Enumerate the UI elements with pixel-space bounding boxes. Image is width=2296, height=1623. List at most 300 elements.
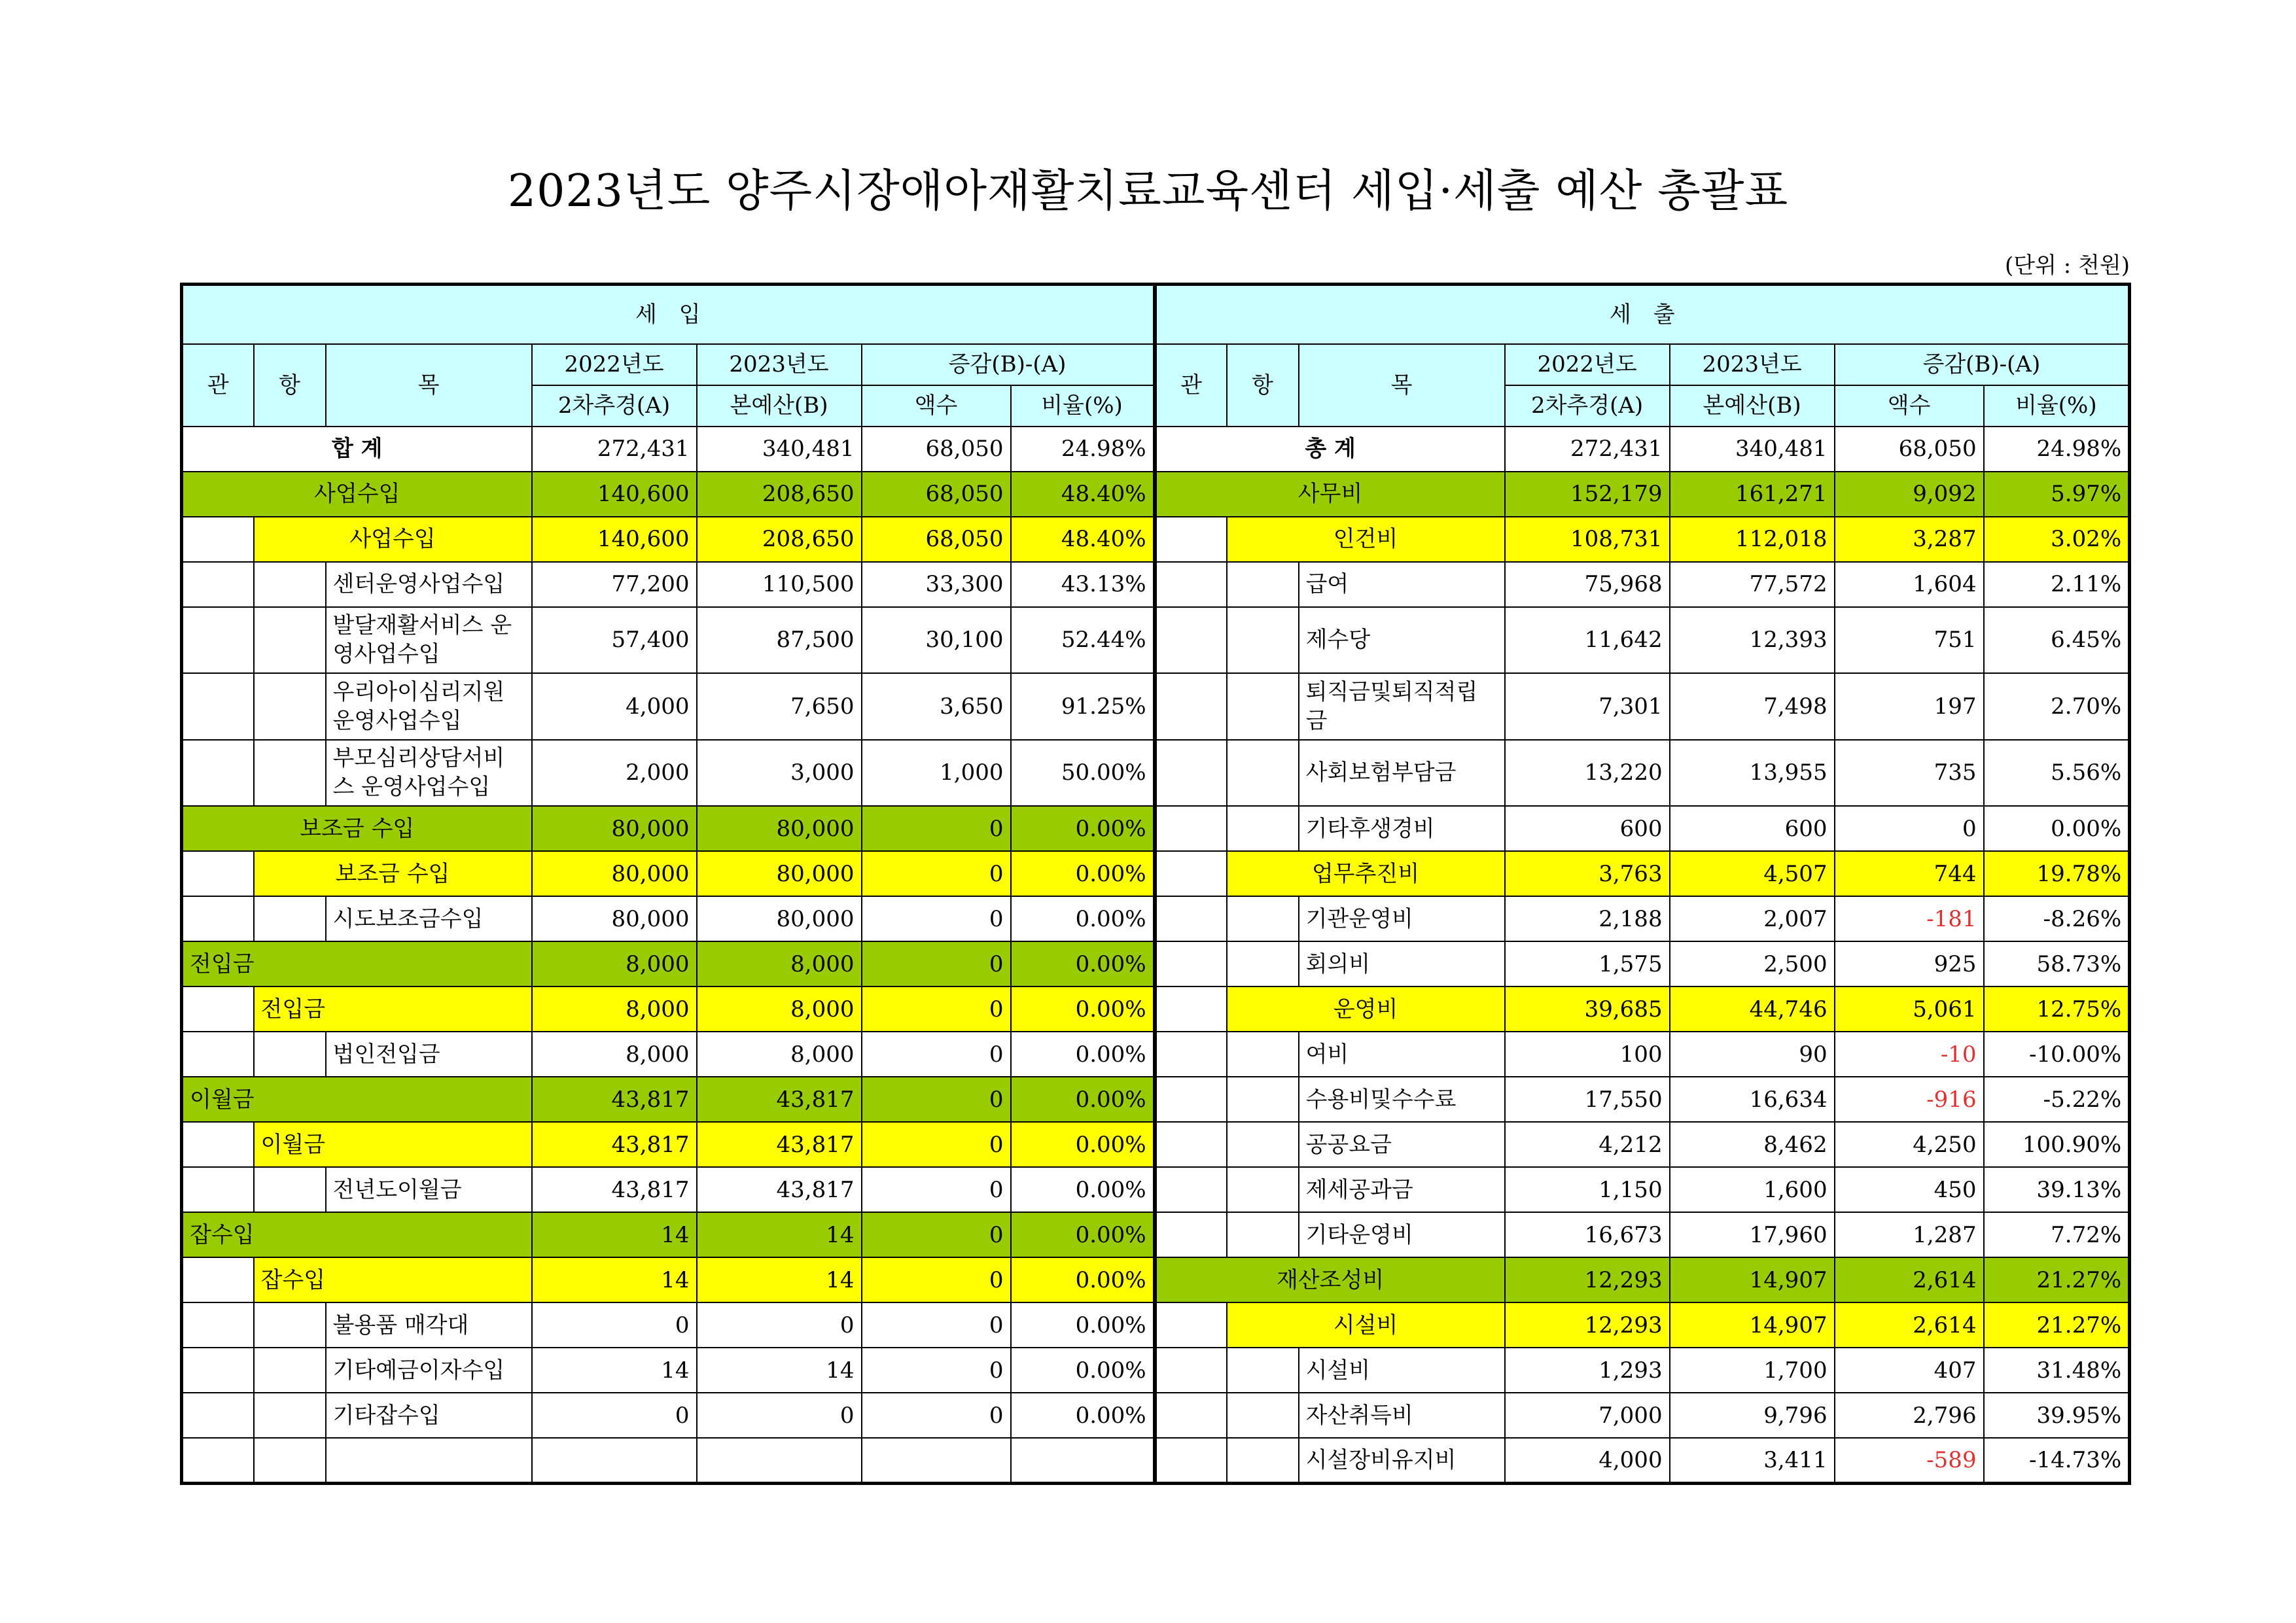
expense-total-b: 340,481 <box>1670 427 1835 472</box>
revenue-value-ratio: 48.40% <box>1011 472 1155 517</box>
revenue-indent-cell <box>254 896 326 941</box>
expense-value-2022: 4,000 <box>1505 1438 1670 1483</box>
revenue-value-diff: 0 <box>862 1302 1011 1348</box>
expense-2022-header: 2022년도 <box>1505 344 1670 385</box>
revenue-value-2022: 8,000 <box>532 986 697 1032</box>
revenue-value-ratio: 0.00% <box>1011 1212 1155 1257</box>
expense-value-diff: 2,796 <box>1835 1393 1984 1438</box>
expense-value-ratio: -14.73% <box>1984 1438 2130 1483</box>
expense-mok-label: 공공요금 <box>1299 1122 1505 1167</box>
expense-mok-label: 급여 <box>1299 562 1505 607</box>
revenue-value-diff: 0 <box>862 1122 1011 1167</box>
expense-value-ratio: 19.78% <box>1984 851 2130 896</box>
budget-row <box>182 1302 2130 1348</box>
expense-mok-label: 퇴직금및퇴직적립금 <box>1299 673 1505 739</box>
expense-value-2022: 2,188 <box>1505 896 1670 941</box>
expense-value-ratio: 58.73% <box>1984 941 2130 986</box>
expense-value-diff: 3,287 <box>1835 517 1984 562</box>
expense-value-ratio: 7.72% <box>1984 1212 2130 1257</box>
expense-value-2022: 1,150 <box>1505 1167 1670 1212</box>
revenue-value-ratio: 50.00% <box>1011 740 1155 806</box>
revenue-value-2022: 14 <box>532 1212 697 1257</box>
budget-row <box>182 941 2130 986</box>
expense-value-ratio: 31.48% <box>1984 1348 2130 1393</box>
revenue-value-2023: 8,000 <box>697 986 862 1032</box>
revenue-value-2023: 14 <box>697 1348 862 1393</box>
revenue-indent-cell <box>182 986 254 1032</box>
expense-value-diff: 735 <box>1835 740 1984 806</box>
expense-2023-header: 2023년도 <box>1670 344 1835 385</box>
revenue-value-diff: 3,650 <box>862 673 1011 739</box>
revenue-value-ratio: 0.00% <box>1011 1167 1155 1212</box>
revenue-value-2023: 43,817 <box>697 1122 862 1167</box>
expense-value-2022: 100 <box>1505 1032 1670 1077</box>
revenue-value-2022: 140,600 <box>532 472 697 517</box>
expense-value-diff: 1,287 <box>1835 1212 1984 1257</box>
expense-mok-label: 기관운영비 <box>1299 896 1505 941</box>
expense-indent-cell <box>1227 1167 1299 1212</box>
revenue-value-diff: 0 <box>862 1348 1011 1393</box>
expense-indent-cell <box>1155 1212 1227 1257</box>
expense-indent-cell <box>1227 941 1299 986</box>
revenue-hang-header: 항 <box>254 344 326 427</box>
expense-indent-cell <box>1155 1077 1227 1122</box>
revenue-value-2022: 80,000 <box>532 806 697 851</box>
expense-value-2023: 3,411 <box>1670 1438 1835 1483</box>
revenue-value-2023: 208,650 <box>697 472 862 517</box>
revenue-value-ratio: 43.13% <box>1011 562 1155 607</box>
expense-gwan-label: 사무비 <box>1155 472 1505 517</box>
expense-indent-cell <box>1227 607 1299 673</box>
revenue-value-2023: 8,000 <box>697 1032 862 1077</box>
revenue-indent-cell <box>254 740 326 806</box>
expense-value-2022: 600 <box>1505 806 1670 851</box>
expense-value-diff: 925 <box>1835 941 1984 986</box>
expense-hang-label: 업무추진비 <box>1227 851 1505 896</box>
expense-value-ratio: 3.02% <box>1984 517 2130 562</box>
budget-row <box>182 517 2130 562</box>
revenue-value-diff: 0 <box>862 1257 1011 1302</box>
revenue-mok-label: 발달재활서비스 운영사업수입 <box>326 607 532 673</box>
expense-indent-cell <box>1227 740 1299 806</box>
expense-indent-cell <box>1155 851 1227 896</box>
page-title: 2023년도 양주시장애아재활치료교육센터 세입·세출 예산 총괄표 <box>507 166 1789 217</box>
expense-value-ratio: 21.27% <box>1984 1257 2130 1302</box>
section-header-row <box>182 285 2130 344</box>
revenue-value-2023: 8,000 <box>697 941 862 986</box>
revenue-indent-cell <box>182 1393 254 1438</box>
budget-row <box>182 896 2130 941</box>
expense-value-2022: 13,220 <box>1505 740 1670 806</box>
budget-row <box>182 1348 2130 1393</box>
expense-indent-cell <box>1155 1122 1227 1167</box>
expense-hang-header: 항 <box>1227 344 1299 427</box>
expense-indent-cell <box>1227 1077 1299 1122</box>
expense-value-diff: -589 <box>1835 1438 1984 1483</box>
expense-value-2022: 1,293 <box>1505 1348 1670 1393</box>
expense-gwan-header: 관 <box>1155 344 1227 427</box>
expense-2022-sub-header: 2차추경(A) <box>1505 385 1670 427</box>
revenue-indent-cell <box>254 1393 326 1438</box>
budget-row <box>182 1257 2130 1302</box>
expense-gwan-label: 재산조성비 <box>1155 1257 1505 1302</box>
expense-diff-header: 증감(B)-(A) <box>1835 344 2130 385</box>
expense-indent-cell <box>1227 562 1299 607</box>
revenue-value-2022: 140,600 <box>532 517 697 562</box>
revenue-indent-cell <box>182 1438 254 1483</box>
expense-value-diff: 197 <box>1835 673 1984 739</box>
expense-indent-cell <box>1155 562 1227 607</box>
expense-indent-cell <box>1227 1122 1299 1167</box>
expense-value-diff: -916 <box>1835 1077 1984 1122</box>
expense-hang-label: 인건비 <box>1227 517 1505 562</box>
revenue-gwan-label: 사업수입 <box>182 472 532 517</box>
expense-value-2023: 112,018 <box>1670 517 1835 562</box>
expense-value-ratio: 12.75% <box>1984 986 2130 1032</box>
revenue-value-diff: 0 <box>862 1212 1011 1257</box>
expense-value-2022: 16,673 <box>1505 1212 1670 1257</box>
revenue-value-2022: 43,817 <box>532 1077 697 1122</box>
revenue-total-label: 합 계 <box>182 427 532 472</box>
revenue-value-ratio: 48.40% <box>1011 517 1155 562</box>
expense-value-ratio: 2.11% <box>1984 562 2130 607</box>
revenue-mok-label: 부모심리상담서비스 운영사업수입 <box>326 740 532 806</box>
revenue-mok-label: 기타예금이자수입 <box>326 1348 532 1393</box>
revenue-value-diff: 68,050 <box>862 472 1011 517</box>
revenue-value-2022: 0 <box>532 1302 697 1348</box>
expense-value-diff: 5,061 <box>1835 986 1984 1032</box>
revenue-indent-cell <box>182 562 254 607</box>
revenue-hang-label: 잡수입 <box>254 1257 532 1302</box>
expense-value-2023: 14,907 <box>1670 1302 1835 1348</box>
expense-ratio-header: 비율(%) <box>1984 385 2130 427</box>
expense-indent-cell <box>1227 1212 1299 1257</box>
budget-row <box>182 1212 2130 1257</box>
expense-value-2022: 152,179 <box>1505 472 1670 517</box>
revenue-value-2022: 8,000 <box>532 1032 697 1077</box>
revenue-hang-label: 보조금 수입 <box>254 851 532 896</box>
unit-label: (단위 : 천원) <box>2005 253 2130 279</box>
expense-value-2022: 7,301 <box>1505 673 1670 739</box>
revenue-value-2023: 14 <box>697 1257 862 1302</box>
expense-value-2023: 7,498 <box>1670 673 1835 739</box>
column-header-row-1 <box>182 344 2130 385</box>
expense-value-2022: 1,575 <box>1505 941 1670 986</box>
expense-mok-label: 여비 <box>1299 1032 1505 1077</box>
revenue-value-diff: 0 <box>862 1167 1011 1212</box>
expense-value-diff: 450 <box>1835 1167 1984 1212</box>
revenue-value-ratio: 0.00% <box>1011 1393 1155 1438</box>
revenue-gwan-header: 관 <box>182 344 254 427</box>
expense-value-2023: 44,746 <box>1670 986 1835 1032</box>
revenue-mok-label: 우리아이심리지원 운영사업수입 <box>326 673 532 739</box>
revenue-value-ratio: 0.00% <box>1011 1257 1155 1302</box>
revenue-value-diff <box>862 1438 1011 1483</box>
revenue-value-2023: 7,650 <box>697 673 862 739</box>
revenue-section-header: 세 입 <box>182 285 1155 344</box>
budget-row <box>182 1122 2130 1167</box>
expense-mok-label: 시설비 <box>1299 1348 1505 1393</box>
revenue-indent-cell <box>254 673 326 739</box>
revenue-indent-cell <box>182 517 254 562</box>
revenue-indent-cell <box>182 1122 254 1167</box>
revenue-value-2023: 43,817 <box>697 1167 862 1212</box>
revenue-value-2023: 87,500 <box>697 607 862 673</box>
expense-value-2022: 4,212 <box>1505 1122 1670 1167</box>
revenue-hang-label: 사업수입 <box>254 517 532 562</box>
revenue-indent-cell <box>182 896 254 941</box>
budget-row <box>182 740 2130 806</box>
budget-row <box>182 1438 2130 1483</box>
revenue-value-diff: 33,300 <box>862 562 1011 607</box>
revenue-value-ratio: 0.00% <box>1011 851 1155 896</box>
expense-value-ratio: 39.13% <box>1984 1167 2130 1212</box>
expense-value-2023: 1,600 <box>1670 1167 1835 1212</box>
expense-value-2023: 4,507 <box>1670 851 1835 896</box>
expense-value-2023: 1,700 <box>1670 1348 1835 1393</box>
revenue-indent-cell <box>254 1032 326 1077</box>
revenue-hang-label: 전입금 <box>254 986 532 1032</box>
expense-value-2023: 600 <box>1670 806 1835 851</box>
expense-value-2022: 3,763 <box>1505 851 1670 896</box>
expense-value-2022: 75,968 <box>1505 562 1670 607</box>
totals-row <box>182 427 2130 472</box>
budget-row <box>182 1077 2130 1122</box>
expense-total-a: 272,431 <box>1505 427 1670 472</box>
expense-value-ratio: 6.45% <box>1984 607 2130 673</box>
expense-value-2023: 13,955 <box>1670 740 1835 806</box>
revenue-mok-label: 기타잡수입 <box>326 1393 532 1438</box>
revenue-ratio-header: 비율(%) <box>1011 385 1155 427</box>
expense-indent-cell <box>1227 1393 1299 1438</box>
revenue-value-ratio: 0.00% <box>1011 1032 1155 1077</box>
revenue-value-diff: 0 <box>862 851 1011 896</box>
revenue-value-2022: 43,817 <box>532 1167 697 1212</box>
revenue-value-2022: 8,000 <box>532 941 697 986</box>
expense-mok-label: 제수당 <box>1299 607 1505 673</box>
expense-value-diff: -181 <box>1835 896 1984 941</box>
revenue-indent-cell <box>182 851 254 896</box>
revenue-value-diff: 0 <box>862 1077 1011 1122</box>
expense-indent-cell <box>1155 806 1227 851</box>
expense-indent-cell <box>1155 1032 1227 1077</box>
expense-indent-cell <box>1155 1302 1227 1348</box>
expense-mok-header: 목 <box>1299 344 1505 427</box>
expense-total-diff: 68,050 <box>1835 427 1984 472</box>
expense-indent-cell <box>1155 1438 1227 1483</box>
revenue-value-2023: 208,650 <box>697 517 862 562</box>
expense-indent-cell <box>1227 1032 1299 1077</box>
revenue-mok-header: 목 <box>326 344 532 427</box>
expense-2023-sub-header: 본예산(B) <box>1670 385 1835 427</box>
expense-indent-cell <box>1155 740 1227 806</box>
expense-value-2023: 14,907 <box>1670 1257 1835 1302</box>
revenue-value-2022: 2,000 <box>532 740 697 806</box>
expense-value-ratio: 5.56% <box>1984 740 2130 806</box>
revenue-indent-cell <box>254 1348 326 1393</box>
expense-value-diff: 9,092 <box>1835 472 1984 517</box>
budget-row <box>182 851 2130 896</box>
expense-value-ratio: -10.00% <box>1984 1032 2130 1077</box>
revenue-mok-label: 센터운영사업수입 <box>326 562 532 607</box>
expense-indent-cell <box>1227 1438 1299 1483</box>
expense-total-label: 총 계 <box>1155 427 1505 472</box>
revenue-value-2022: 57,400 <box>532 607 697 673</box>
expense-indent-cell <box>1155 607 1227 673</box>
expense-indent-cell <box>1227 806 1299 851</box>
revenue-value-2022: 80,000 <box>532 851 697 896</box>
expense-value-ratio: 39.95% <box>1984 1393 2130 1438</box>
expense-value-2023: 2,007 <box>1670 896 1835 941</box>
revenue-diff-header: 증감(B)-(A) <box>862 344 1155 385</box>
revenue-value-ratio: 0.00% <box>1011 941 1155 986</box>
expense-value-2023: 161,271 <box>1670 472 1835 517</box>
revenue-indent-cell <box>182 740 254 806</box>
expense-value-ratio: 2.70% <box>1984 673 2130 739</box>
expense-value-ratio: 21.27% <box>1984 1302 2130 1348</box>
expense-mok-label: 시설장비유지비 <box>1299 1438 1505 1483</box>
expense-value-2022: 7,000 <box>1505 1393 1670 1438</box>
revenue-amount-header: 액수 <box>862 385 1011 427</box>
revenue-value-diff: 0 <box>862 806 1011 851</box>
revenue-total-a: 272,431 <box>532 427 697 472</box>
expense-section-header: 세 출 <box>1155 285 2130 344</box>
revenue-value-2023: 43,817 <box>697 1077 862 1122</box>
revenue-value-ratio: 0.00% <box>1011 1348 1155 1393</box>
expense-value-2023: 90 <box>1670 1032 1835 1077</box>
expense-value-2023: 8,462 <box>1670 1122 1835 1167</box>
budget-row <box>182 1167 2130 1212</box>
expense-indent-cell <box>1227 896 1299 941</box>
budget-row <box>182 1032 2130 1077</box>
revenue-value-2022: 0 <box>532 1393 697 1438</box>
budget-row <box>182 607 2130 673</box>
expense-mok-label: 자산취득비 <box>1299 1393 1505 1438</box>
revenue-hang-label: 이월금 <box>254 1122 532 1167</box>
expense-value-2023: 77,572 <box>1670 562 1835 607</box>
revenue-value-2023: 0 <box>697 1302 862 1348</box>
expense-value-2022: 39,685 <box>1505 986 1670 1032</box>
revenue-indent-cell <box>254 562 326 607</box>
budget-row <box>182 562 2130 607</box>
revenue-value-diff: 0 <box>862 941 1011 986</box>
budget-row <box>182 806 2130 851</box>
revenue-gwan-label: 전입금 <box>182 941 532 986</box>
revenue-value-ratio: 0.00% <box>1011 896 1155 941</box>
expense-value-diff: 744 <box>1835 851 1984 896</box>
expense-indent-cell <box>1155 517 1227 562</box>
revenue-mok-label <box>326 1438 532 1483</box>
revenue-value-2022: 4,000 <box>532 673 697 739</box>
revenue-value-2023: 80,000 <box>697 896 862 941</box>
expense-value-2023: 12,393 <box>1670 607 1835 673</box>
revenue-indent-cell <box>182 1302 254 1348</box>
expense-amount-header: 액수 <box>1835 385 1984 427</box>
revenue-indent-cell <box>182 1167 254 1212</box>
expense-value-diff: 0 <box>1835 806 1984 851</box>
expense-indent-cell <box>1155 1393 1227 1438</box>
expense-value-diff: 4,250 <box>1835 1122 1984 1167</box>
revenue-total-ratio: 24.98% <box>1011 427 1155 472</box>
revenue-value-2023: 80,000 <box>697 806 862 851</box>
expense-mok-label: 기타후생경비 <box>1299 806 1505 851</box>
expense-value-2022: 108,731 <box>1505 517 1670 562</box>
revenue-value-ratio <box>1011 1438 1155 1483</box>
revenue-value-diff: 30,100 <box>862 607 1011 673</box>
expense-value-2023: 2,500 <box>1670 941 1835 986</box>
expense-mok-label: 수용비및수수료 <box>1299 1077 1505 1122</box>
expense-value-2023: 17,960 <box>1670 1212 1835 1257</box>
revenue-indent-cell <box>254 1302 326 1348</box>
revenue-value-diff: 68,050 <box>862 517 1011 562</box>
expense-value-2022: 17,550 <box>1505 1077 1670 1122</box>
expense-value-2022: 11,642 <box>1505 607 1670 673</box>
expense-mok-label: 회의비 <box>1299 941 1505 986</box>
expense-value-diff: 2,614 <box>1835 1257 1984 1302</box>
revenue-value-ratio: 0.00% <box>1011 1122 1155 1167</box>
revenue-value-2022: 80,000 <box>532 896 697 941</box>
revenue-value-ratio: 91.25% <box>1011 673 1155 739</box>
revenue-indent-cell <box>182 1348 254 1393</box>
expense-value-ratio: 0.00% <box>1984 806 2130 851</box>
budget-row <box>182 986 2130 1032</box>
revenue-mok-label: 불용품 매각대 <box>326 1302 532 1348</box>
expense-indent-cell <box>1155 941 1227 986</box>
revenue-value-2023: 80,000 <box>697 851 862 896</box>
expense-mok-label: 사회보험부담금 <box>1299 740 1505 806</box>
expense-value-ratio: -8.26% <box>1984 896 2130 941</box>
expense-value-diff: 1,604 <box>1835 562 1984 607</box>
expense-hang-label: 운영비 <box>1227 986 1505 1032</box>
revenue-value-2023: 110,500 <box>697 562 862 607</box>
revenue-value-diff: 0 <box>862 986 1011 1032</box>
expense-indent-cell <box>1155 896 1227 941</box>
revenue-gwan-label: 보조금 수입 <box>182 806 532 851</box>
revenue-value-2022 <box>532 1438 697 1483</box>
revenue-indent-cell <box>182 607 254 673</box>
expense-indent-cell <box>1155 673 1227 739</box>
revenue-value-diff: 1,000 <box>862 740 1011 806</box>
expense-indent-cell <box>1155 986 1227 1032</box>
revenue-value-2022: 14 <box>532 1257 697 1302</box>
revenue-indent-cell <box>182 1032 254 1077</box>
revenue-gwan-label: 이월금 <box>182 1077 532 1122</box>
expense-indent-cell <box>1155 1167 1227 1212</box>
expense-value-ratio: 100.90% <box>1984 1122 2130 1167</box>
budget-row <box>182 472 2130 517</box>
revenue-value-ratio: 0.00% <box>1011 1302 1155 1348</box>
expense-value-2023: 16,634 <box>1670 1077 1835 1122</box>
expense-indent-cell <box>1155 1348 1227 1393</box>
expense-value-2022: 12,293 <box>1505 1257 1670 1302</box>
revenue-indent-cell <box>254 1438 326 1483</box>
revenue-value-2022: 43,817 <box>532 1122 697 1167</box>
revenue-2023-sub-header: 본예산(B) <box>697 385 862 427</box>
revenue-value-ratio: 0.00% <box>1011 806 1155 851</box>
revenue-indent-cell <box>254 1167 326 1212</box>
revenue-value-2022: 14 <box>532 1348 697 1393</box>
revenue-value-2023: 3,000 <box>697 740 862 806</box>
revenue-value-ratio: 52.44% <box>1011 607 1155 673</box>
revenue-value-2022: 77,200 <box>532 562 697 607</box>
revenue-total-b: 340,481 <box>697 427 862 472</box>
expense-total-ratio: 24.98% <box>1984 427 2130 472</box>
revenue-gwan-label: 잡수입 <box>182 1212 532 1257</box>
revenue-value-2023 <box>697 1438 862 1483</box>
revenue-2022-sub-header: 2차추경(A) <box>532 385 697 427</box>
expense-mok-label: 기타운영비 <box>1299 1212 1505 1257</box>
revenue-mok-label: 법인전입금 <box>326 1032 532 1077</box>
